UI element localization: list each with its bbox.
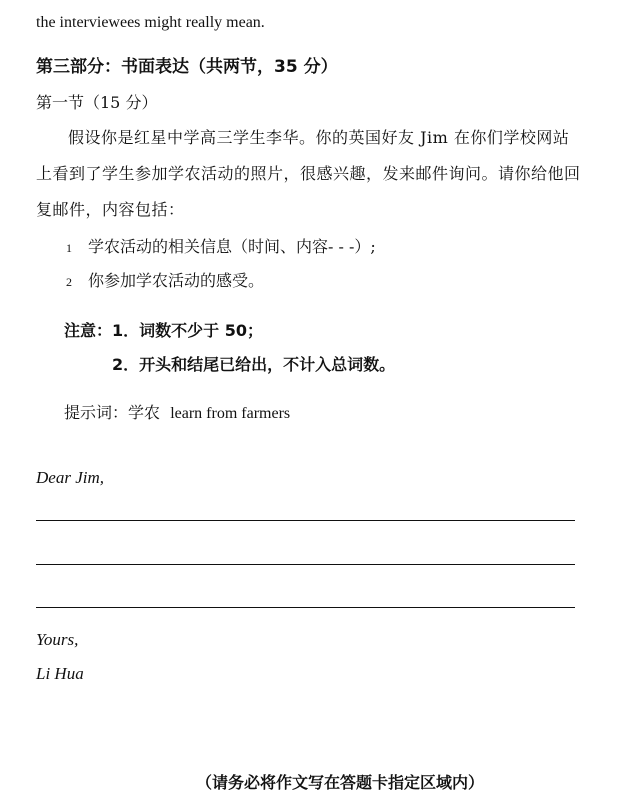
list-item <box>66 234 376 257</box>
list-item-text: 你参加学农活动的感受。 <box>88 271 265 290</box>
writing-prompt <box>36 120 581 228</box>
note-line-1: 注意：1．词数不少于 50； <box>64 321 263 340</box>
hint-label: 提示词：学农 <box>64 403 161 422</box>
list-item <box>66 268 264 291</box>
list-item-number: 2 <box>66 275 72 289</box>
note-line-2: 2．开头和结尾已给出，不计入总词数。 <box>112 355 396 374</box>
letter-closing: Yours, <box>36 630 79 649</box>
sub-section-heading: 第一节（15 分） <box>36 93 158 112</box>
section-heading: 第三部分：书面表达（共两节，35 分） <box>36 57 338 77</box>
footer-instruction: （请务必将作文写在答题卡指定区域内） <box>196 773 485 792</box>
list-item-number: 1 <box>66 241 72 255</box>
answer-line[interactable] <box>36 564 575 565</box>
list-item-text: 学农活动的相关信息（时间、内容- - -）; <box>88 237 376 256</box>
previous-section-text: the interviewees might really mean. <box>36 14 265 31</box>
prompt-paragraph: 假设你是红星中学高三学生李华。你的英国好友 Jim 在你们学校网站上看到了学生参加学农活动的照片，很感兴趣，发来邮件询问。请你给他回复邮件，内容包括： <box>36 128 581 219</box>
answer-line[interactable] <box>36 607 575 608</box>
hint-words <box>64 400 290 423</box>
letter-signature: Li Hua <box>36 664 84 683</box>
answer-line[interactable] <box>36 520 575 521</box>
letter-greeting: Dear Jim, <box>36 468 104 487</box>
hint-english: learn from farmers <box>170 405 291 422</box>
